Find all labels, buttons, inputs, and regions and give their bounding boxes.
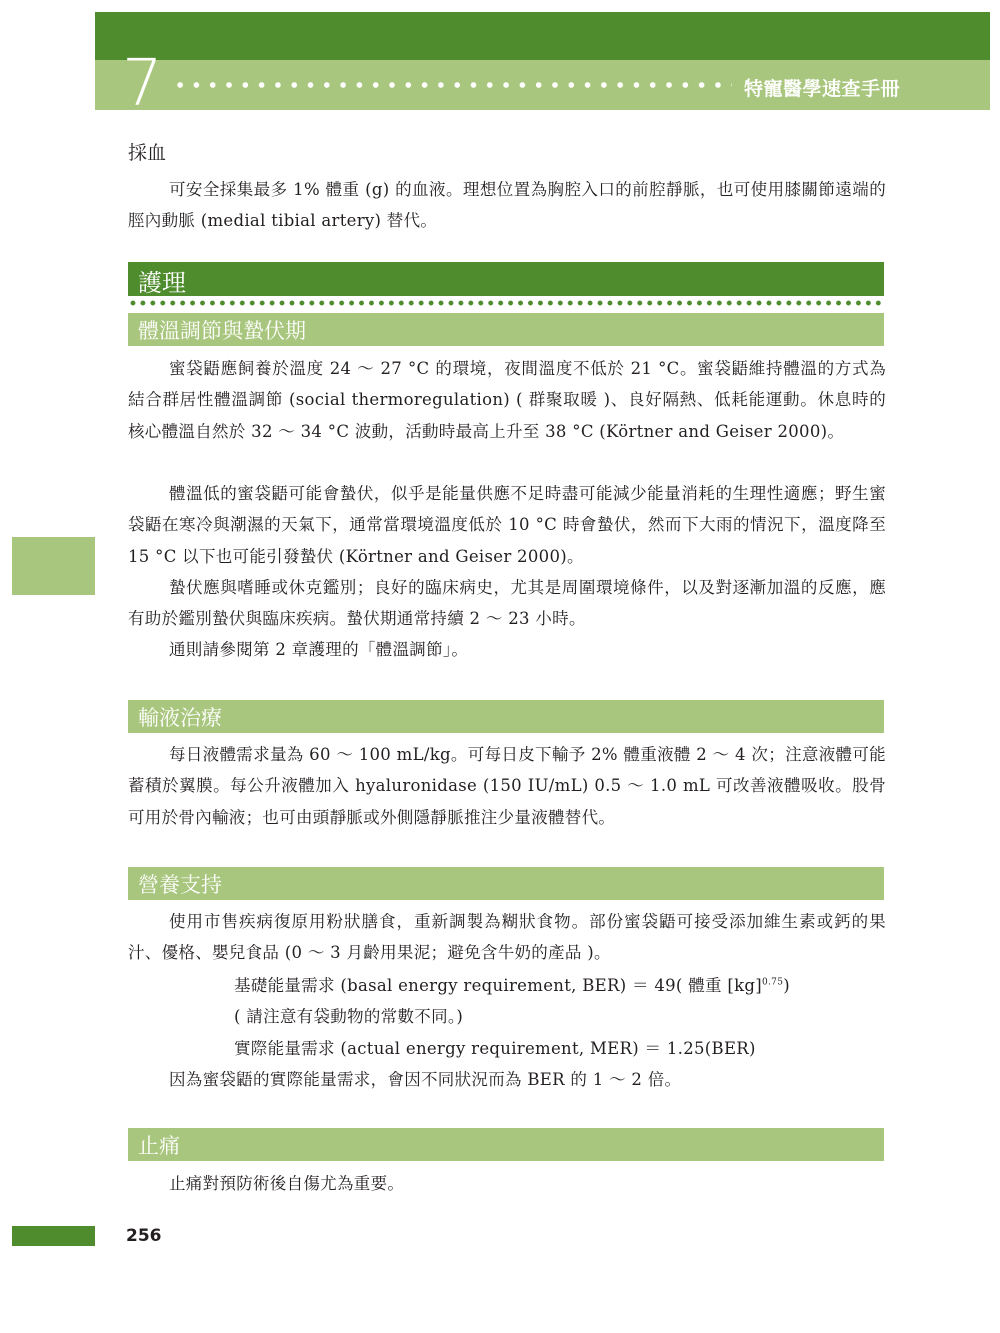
blood-paragraph: 可安全採集最多 1% 體重 (g) 的血液。理想位置為胸腔入口的前腔靜脈，也可使用膝關節遠端的脛內動脈 (medial tibial artery) 替代。 — [128, 180, 886, 231]
subsection-heading-thermoregulation-label: 體溫調節與蟄伏期 — [138, 319, 306, 343]
thermo-paragraph-3: 蟄伏應與嗜睡或休克鑑別；良好的臨床病史，尤其是周圍環境條件，以及對逐漸加溫的反應，應有助於鑑別蟄伏與臨床疾病。蟄伏期通常持續 2 ～ 23 小時。 — [128, 578, 886, 629]
nutrition-paragraph-2: 因為蜜袋鼯的實際能量需求，會因不同狀況而為 BER 的 1 ～ 2 倍。 — [169, 1070, 682, 1089]
marsupial-constant-note: ( 請注意有袋動物的常數不同。) — [234, 1007, 464, 1026]
analgesia-paragraph: 止痛對預防術後自傷尤為重要。 — [169, 1174, 405, 1193]
thermo-paragraph-4: 通則請參閱第 2 章護理的「體溫調節」。 — [169, 640, 469, 659]
thermo-paragraph-2: 體溫低的蜜袋鼯可能會蟄伏，似乎是能量供應不足時盡可能減少能量消耗的生理性適應；野生蜜袋鼯在寒冷與潮濕的天氣下，通常當環境溫度低於 10 °C 時會蟄伏，然而下大雨的情況下，溫度降至 15 °C 以下也可能引發蟄伏 (Körtner and Geiser 2000)。 — [128, 484, 886, 566]
subsection-heading-thermoregulation — [128, 313, 884, 346]
subsection-heading-nutrition-label: 營養支持 — [138, 873, 222, 897]
header-band-dark — [95, 12, 990, 60]
chapter-side-tab — [12, 537, 95, 595]
mer-formula: 實際能量需求 (actual energy requirement, MER) ＝ 1.25(BER) — [234, 1039, 756, 1058]
fluid-paragraph: 每日液體需求量為 60 ～ 100 mL/kg。可每日皮下輸予 2% 體重液體 2 ～ 4 次；注意液體可能蓄積於翼膜。每公升液體加入 hyaluronidase (150 IU/mL) 0.5 ～ 1.0 mL 可改善液體吸收。股骨可用於骨內輸液；也可由頭靜脈或外側隱靜脈推注少量液體替代。 — [128, 745, 886, 827]
page-number: 256 — [126, 1226, 162, 1246]
footer-bar — [12, 1226, 95, 1246]
header-dot-leader — [172, 78, 732, 92]
blood-heading: 採血 — [128, 142, 167, 164]
nutrition-paragraph-1: 使用市售疾病復原用粉狀膳食，重新調製為糊狀食物。部份蜜袋鼯可接受添加維生素或鈣的果汁、優格、嬰兒食品 (0 ～ 3 月齡用果泥；避免含牛奶的產品 )。 — [128, 912, 886, 963]
ber-formula-close: ) — [783, 976, 790, 995]
subsection-heading-nutrition — [128, 867, 884, 900]
subsection-heading-analgesia — [128, 1128, 884, 1161]
chapter-number: 7 — [122, 47, 163, 121]
subsection-heading-fluid-therapy — [128, 700, 884, 733]
section-heading-nursing — [128, 262, 884, 296]
ber-formula-exponent: 0.75 — [762, 977, 784, 988]
section-heading-nursing-label: 護理 — [138, 269, 186, 297]
book-title: 特寵醫學速查手冊 — [744, 78, 901, 100]
section-dot-rule — [128, 298, 884, 308]
thermo-paragraph-1: 蜜袋鼯應飼養於溫度 24 ～ 27 °C 的環境，夜間溫度不低於 21 °C。蜜袋鼯維持體溫的方式為結合群居性體溫調節 (social thermoregulation) ( 群聚取暖 )、良好隔熱、低耗能運動。休息時的核心體溫自然於 32 ～ 34 °C 波動，活動時最高上升至 38 °C (Körtner and Geiser 2000)。 — [128, 359, 886, 441]
ber-formula-text: 基礎能量需求 (basal energy requirement, BER) ＝ 49( 體重 [kg] — [234, 976, 762, 995]
ber-formula — [234, 972, 790, 996]
subsection-heading-analgesia-label: 止痛 — [138, 1134, 180, 1158]
subsection-heading-fluid-therapy-label: 輸液治療 — [138, 706, 222, 730]
